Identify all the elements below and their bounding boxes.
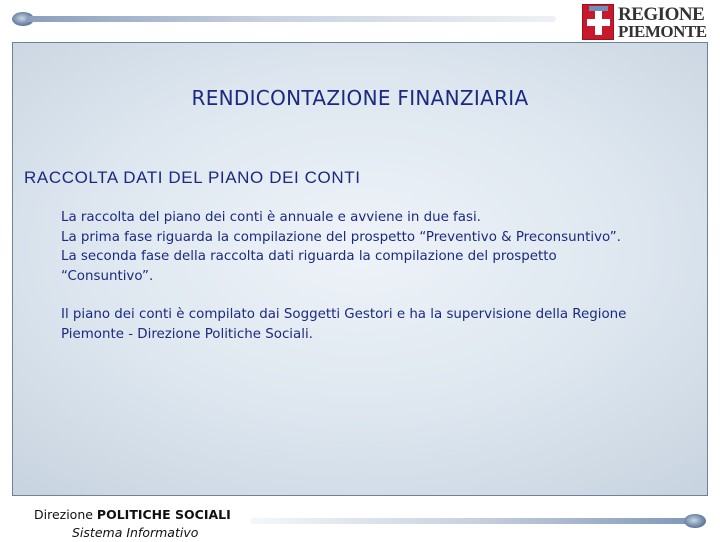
footer-department-name: POLITICHE SOCIALI [96,507,231,522]
paragraph-fasi [61,208,701,286]
text-line: La raccolta del piano dei conti è annuale e avviene in due fasi. [61,210,481,225]
piemonte-shield-icon [582,4,614,40]
text-line: La seconda fase della raccolta dati riguarda la compilazione del prospetto [61,249,557,265]
shield-cross-horizontal [587,19,610,26]
text-line: La prima fase riguarda la compilazione del prospetto “Preventivo & Preconsuntivo”. [61,229,621,245]
footer [34,506,254,542]
bar-line [250,518,698,524]
slide-title: RENDICONTAZIONE FINANZIARIA [191,86,529,110]
section-heading: RACCOLTA DATI DEL PIANO DEI CONTI [24,168,361,187]
footer-subtitle: Sistema Informativo [72,525,199,540]
text-line: Il piano dei conti è compilato dai Soggetti Gestori e ha la supervisione della Regione [61,307,627,322]
text-line: “Consuntivo”. [61,268,154,284]
logo-text-piemonte: PIEMONTE [618,22,707,41]
top-decorative-bar [0,12,560,26]
footer-prefix: Direzione [34,507,97,522]
regione-piemonte-logo [582,4,707,41]
footer-department [34,506,254,524]
paragraph-supervisione [61,305,701,344]
logo-text-regione: REGIONE [618,4,705,25]
bar-line [26,16,556,22]
bar-bullet-icon [684,514,706,528]
bottom-decorative-bar [250,514,710,528]
text-line: Piemonte - Direzione Politiche Sociali. [61,326,313,342]
